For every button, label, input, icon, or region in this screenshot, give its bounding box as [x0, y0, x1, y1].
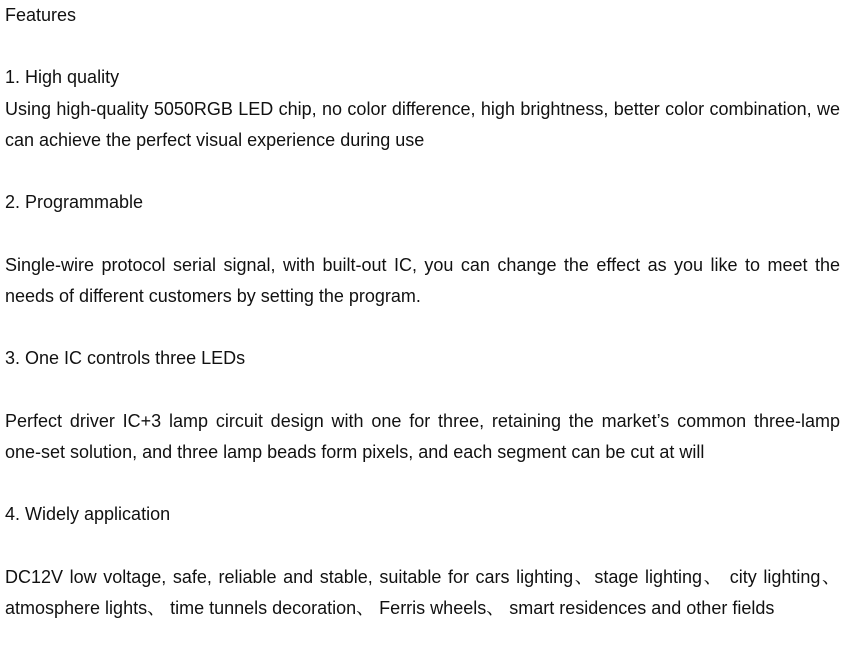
spacer [5, 468, 840, 499]
document [5, 0, 840, 624]
section-1-title: 1. High quality [5, 67, 120, 88]
section-4-body: DC12V low voltage, safe, reliable and stable, suitable for cars lighting、stage lighting、 city lighting、 atmosphere lights、 time tunnels decoration、 Ferris wheels、 smart residences and other fields [5, 566, 840, 618]
spacer [5, 31, 840, 62]
spacer [5, 312, 840, 343]
section-1-body: Using high-quality 5050RGB LED chip, no color difference, high brightness, better color combination, we can achieve the perfect visual experience during use [5, 98, 840, 150]
section-3-title: 3. One IC controls three LEDs [5, 348, 246, 369]
spacer [5, 530, 840, 561]
spacer [5, 156, 840, 187]
section-3-body: Perfect driver IC+3 lamp circuit design with one for three, retaining the market’s common three-lamp one-set solution, and three lamp beads form pixels, and each segment can be cut at will [5, 410, 840, 462]
section-2-body: Single-wire protocol serial signal, with built-out IC, you can change the effect as you like to meet the needs of different customers by setting the program. [5, 254, 840, 306]
section-4-title: 4. Widely application [5, 504, 171, 525]
spacer [5, 374, 840, 405]
spacer [5, 218, 840, 249]
features-heading: Features [5, 5, 77, 25]
section-2-title: 2. Programmable [5, 192, 144, 213]
